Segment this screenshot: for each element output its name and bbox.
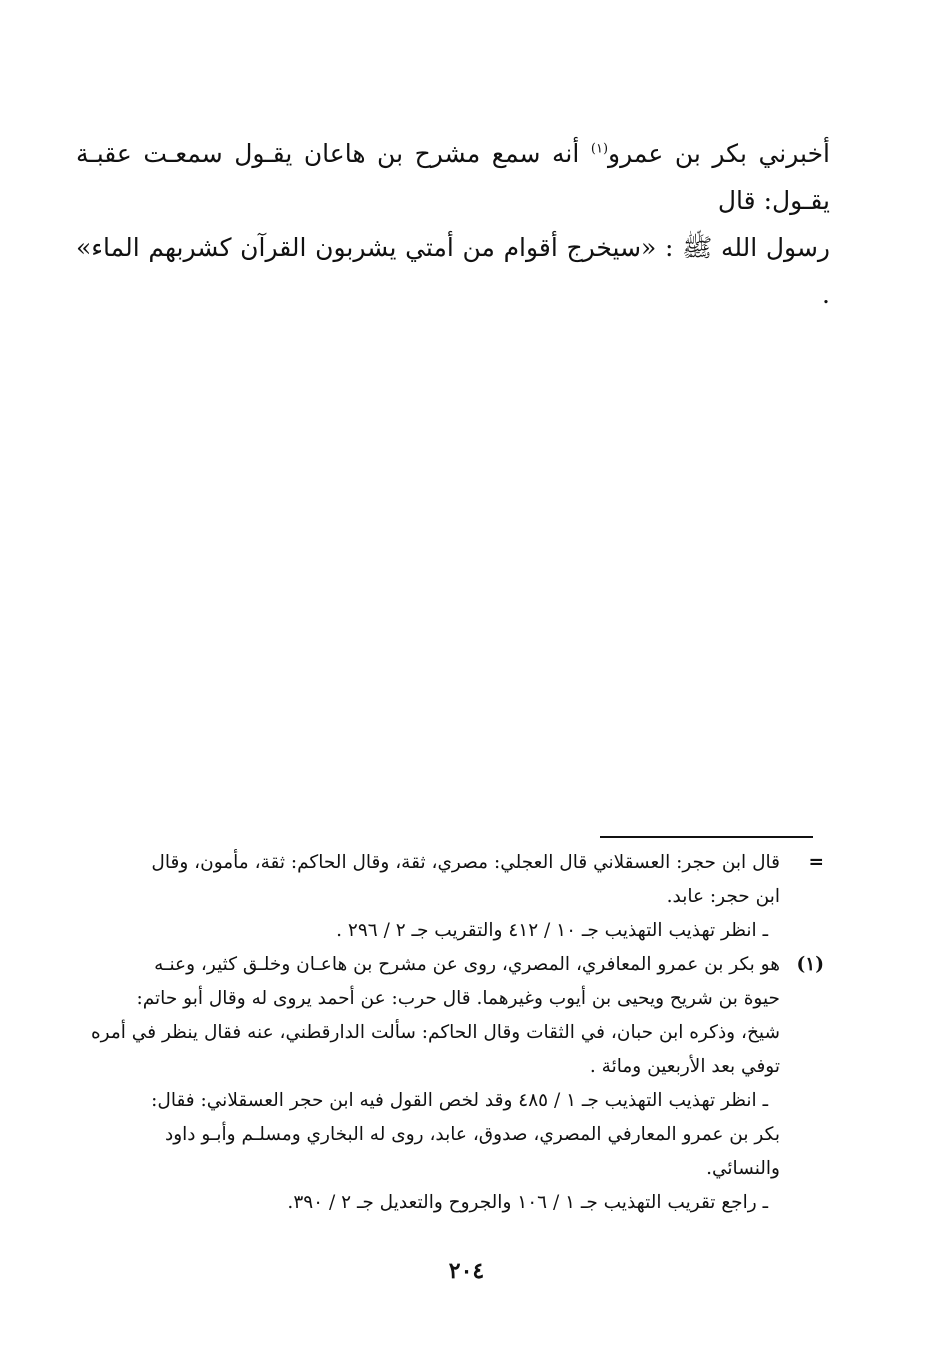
footnote-line: بكر بن عمرو المعارفي المصري، صدوق، عابد، روى له البخاري ومسلـم وأبـو داود bbox=[164, 1124, 780, 1145]
footnote-continuation bbox=[64, 846, 824, 948]
main-line-1-start: أخبرني بكر بن عمرو bbox=[608, 139, 830, 168]
footnote-reference[interactable]: (١) bbox=[590, 141, 609, 157]
footnote-line: ـ انظر تهذيب التهذيب جـ ١ / ٤٨٥ وقد لخص القول فيه ابن حجر العسقلاني: فقال: bbox=[151, 1090, 768, 1111]
main-line-1-end: أنه سمع مشرح بن هاعان يقـول سمعـت عقبـة يقـول: قال bbox=[76, 139, 830, 215]
footnote-line: ـ انظر تهذيب التهذيب جـ ١٠ / ٤١٢ والتقريب جـ ٢ / ٢٩٦ . bbox=[336, 920, 768, 941]
footnote-line: حيوة بن شريح ويحيى بن أيوب وغيرهما. قال حرب: عن أحمد يروى له وقال أبو حاتم: bbox=[136, 988, 780, 1009]
page-number: ٢٠٤ bbox=[448, 1258, 485, 1284]
footnote-1 bbox=[64, 948, 824, 1220]
footnote-line: شيخ، وذكره ابن حبان، في الثقات وقال الحاكم: سألت الدارقطني، عنه فقال ينظر في أمره bbox=[90, 1022, 780, 1043]
footnote-line: ـ راجع تقريب التهذيب جـ ١ / ١٠٦ والجروح والتعديل جـ ٢ / ٣٩٠. bbox=[287, 1192, 768, 1213]
main-text bbox=[76, 130, 830, 318]
footnote-1-marker: (١) bbox=[796, 954, 824, 975]
footnote-line: قال ابن حجر: العسقلاني قال العجلي: مصري، ثقة، وقال الحاكم: ثقة، مأمون، وقال bbox=[151, 852, 780, 873]
continuation-marker: = bbox=[808, 852, 824, 873]
main-line-1 bbox=[76, 130, 830, 224]
footnote-line: والنسائي. bbox=[706, 1158, 780, 1179]
main-line-2: رسول الله ﷺ : «سيخرج أقوام من أمتي يشربون القرآن كشربهم الماء» . bbox=[76, 233, 830, 309]
footnote-line: ابن حجر: عابد. bbox=[666, 886, 780, 907]
footnotes bbox=[64, 846, 824, 1220]
footnote-line: توفي بعد الأربعين ومائة . bbox=[589, 1056, 780, 1077]
footnote-separator bbox=[600, 836, 813, 838]
footnote-line: هو بكر بن عمرو المعافري، المصري، روى عن مشرح بن هاعـان وخلـق كثير، وعنـه bbox=[154, 954, 780, 975]
